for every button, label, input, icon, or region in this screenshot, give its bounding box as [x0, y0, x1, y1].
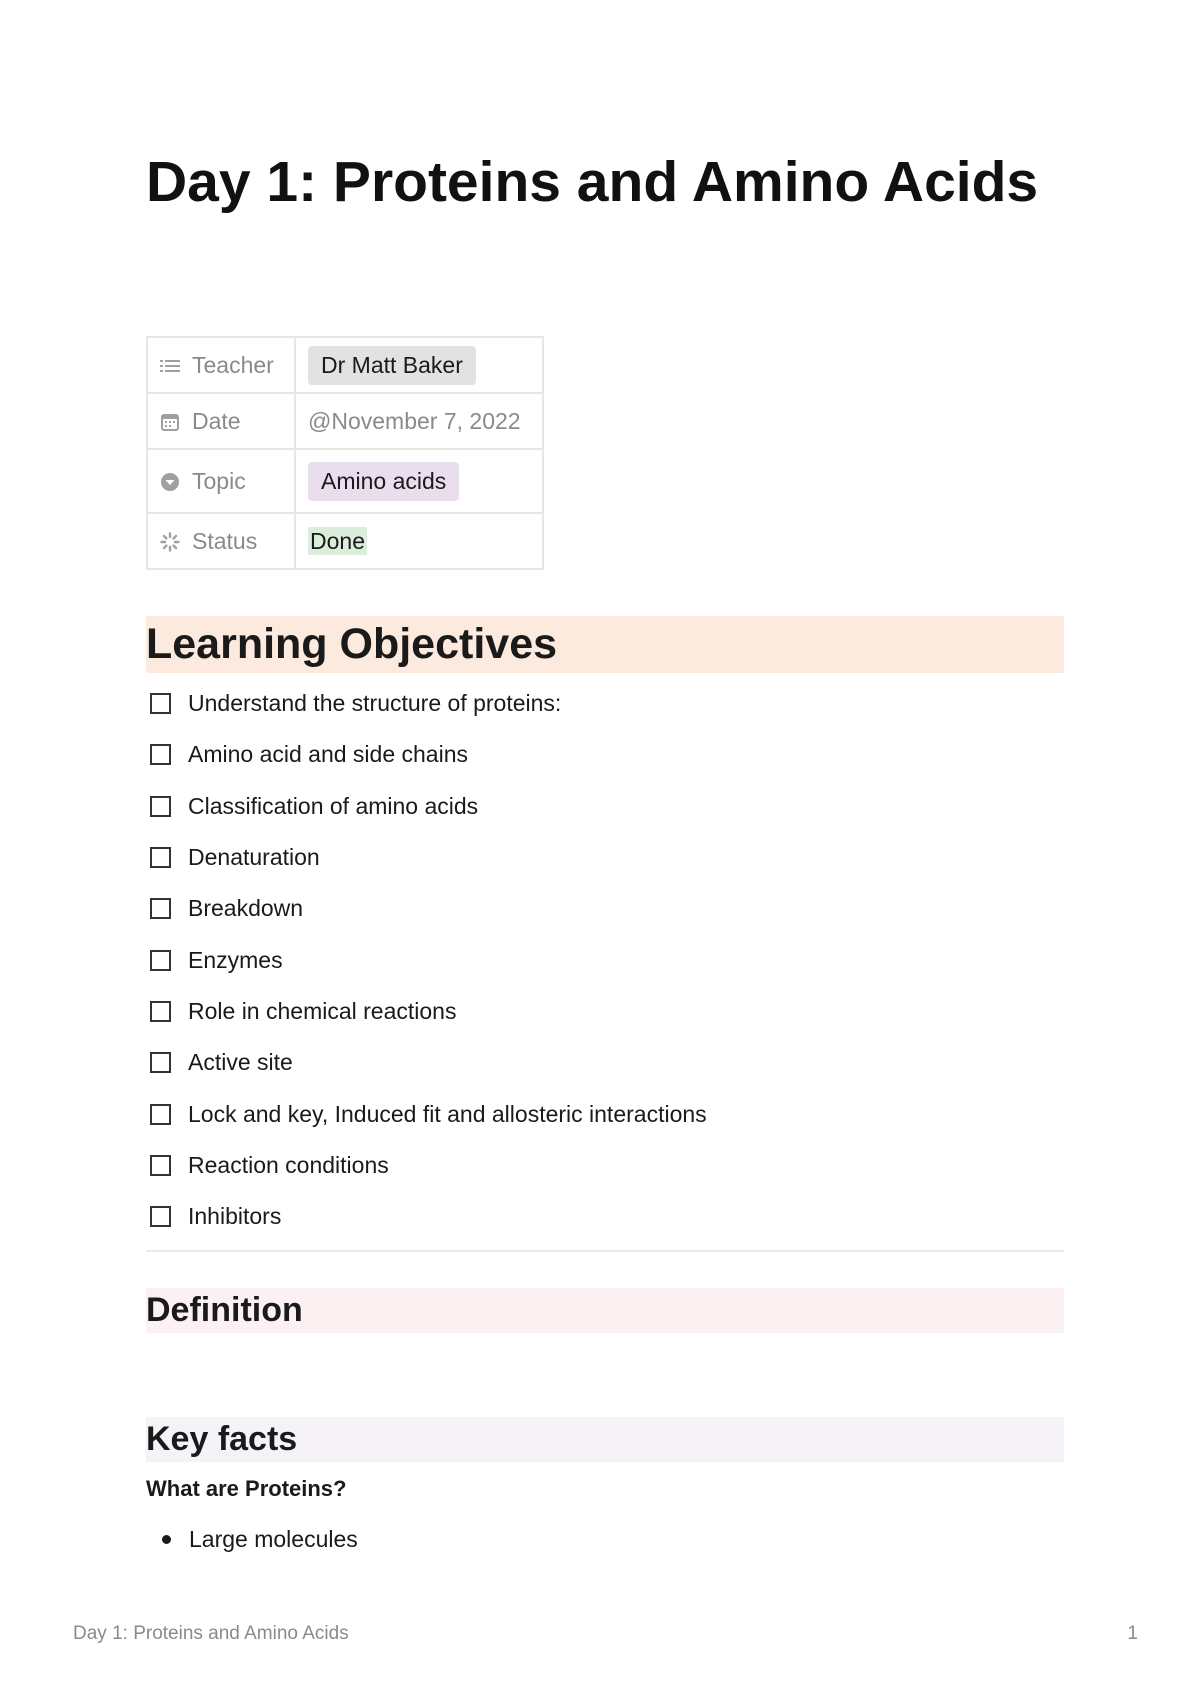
page-title: Day 1: Proteins and Amino Acids [146, 150, 1039, 214]
footer-title: Day 1: Proteins and Amino Acids [73, 1623, 349, 1644]
checkbox[interactable] [150, 796, 171, 817]
todo-item [150, 1088, 707, 1139]
topic-tag[interactable]: Amino acids [308, 462, 459, 501]
todo-item-label: Lock and key, Induced fit and allosteric interactions [188, 1100, 707, 1127]
property-label: Teacher [192, 351, 274, 378]
key-facts-subheading: What are Proteins? [146, 1476, 347, 1501]
divider [146, 1250, 1064, 1252]
todo-item [150, 832, 707, 883]
property-row-date [147, 393, 543, 449]
property-value-status[interactable] [295, 513, 543, 569]
property-label: Date [192, 407, 241, 434]
teacher-tag[interactable]: Dr Matt Baker [308, 346, 476, 385]
todo-item [150, 934, 707, 985]
checkbox[interactable] [150, 1206, 171, 1227]
checkbox[interactable] [150, 693, 171, 714]
bullet-dot-icon [162, 1535, 171, 1544]
todo-item-label: Breakdown [188, 895, 304, 922]
todo-item [150, 729, 707, 780]
checkbox[interactable] [150, 1001, 171, 1022]
property-value-topic[interactable] [295, 449, 543, 513]
property-key-status [147, 513, 295, 569]
property-row-teacher [147, 337, 543, 393]
property-key-date [147, 393, 295, 449]
key-facts-heading: Key facts [146, 1417, 1064, 1462]
list-icon [160, 357, 182, 375]
todo-item-label: Denaturation [188, 844, 320, 871]
checkbox[interactable] [150, 744, 171, 765]
status-tag[interactable]: Done [310, 527, 365, 554]
property-value-teacher[interactable] [295, 337, 543, 393]
todo-item [150, 1191, 707, 1242]
property-row-status [147, 513, 543, 569]
todo-item [150, 986, 707, 1037]
todo-item-label: Classification of amino acids [188, 792, 479, 819]
todo-item [150, 781, 707, 832]
todo-item-label: Reaction conditions [188, 1151, 389, 1178]
todo-item-label: Active site [188, 1049, 293, 1076]
checkbox[interactable] [150, 847, 171, 868]
property-value-date[interactable] [295, 393, 543, 449]
checkbox[interactable] [150, 1052, 171, 1073]
learning-objectives-heading: Learning Objectives [146, 616, 1064, 673]
objectives-checklist [150, 678, 707, 1242]
checkbox[interactable] [150, 1104, 171, 1125]
status-icon [160, 532, 182, 552]
calendar-icon [160, 412, 182, 432]
todo-item [150, 1037, 707, 1088]
property-row-topic [147, 449, 543, 513]
select-icon [160, 472, 182, 492]
todo-item [150, 883, 707, 934]
page-number: 1 [1127, 1623, 1138, 1644]
todo-item [150, 1140, 707, 1191]
checkbox[interactable] [150, 898, 171, 919]
property-label: Topic [192, 467, 246, 494]
properties-table [146, 336, 544, 570]
checkbox[interactable] [150, 950, 171, 971]
todo-item-label: Inhibitors [188, 1203, 282, 1230]
property-key-teacher [147, 337, 295, 393]
todo-item-label: Role in chemical reactions [188, 997, 457, 1024]
date-value[interactable]: @November 7, 2022 [308, 407, 521, 434]
todo-item-label: Understand the structure of proteins: [188, 690, 562, 717]
checkbox[interactable] [150, 1155, 171, 1176]
property-key-topic [147, 449, 295, 513]
bullet-label: Large molecules [189, 1526, 358, 1552]
definition-heading: Definition [146, 1288, 1064, 1333]
todo-item-label: Enzymes [188, 946, 283, 973]
key-facts-bullets [146, 1526, 358, 1553]
bullet-item [146, 1526, 358, 1553]
todo-item-label: Amino acid and side chains [188, 741, 468, 768]
todo-item [150, 678, 707, 729]
property-label: Status [192, 527, 258, 554]
